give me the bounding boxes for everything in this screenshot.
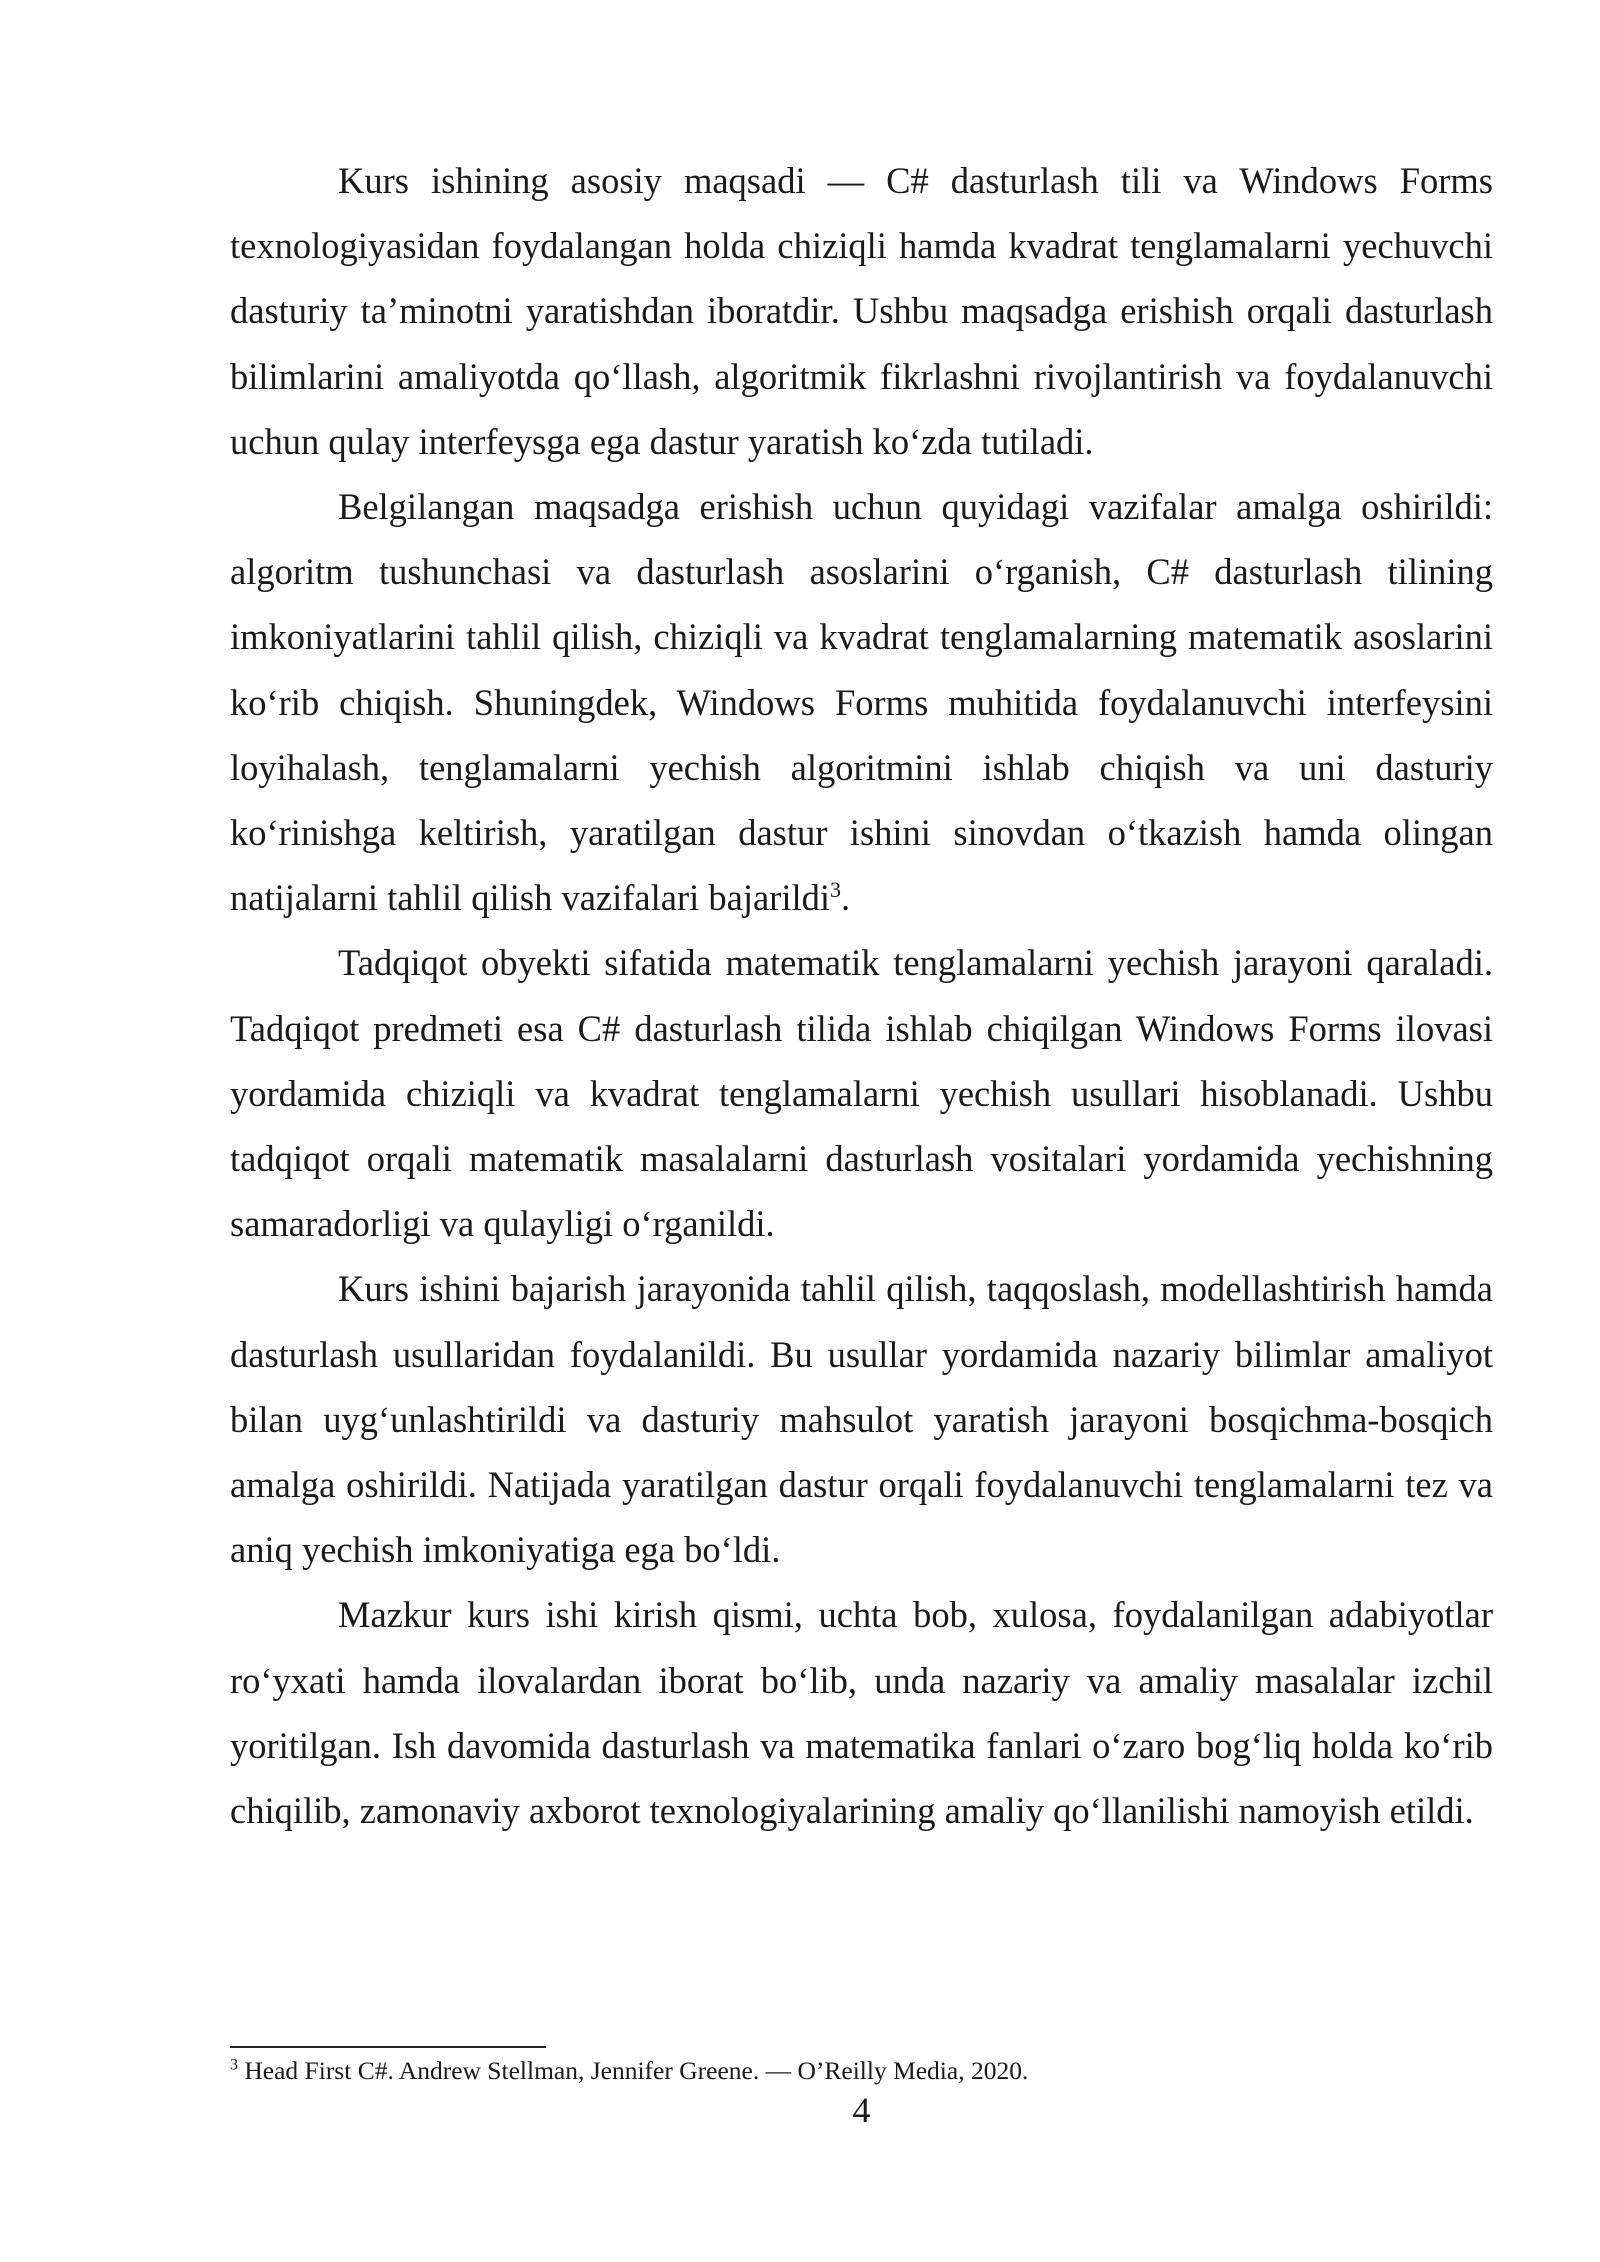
- footnote-separator: [230, 2046, 546, 2048]
- footnote-marker: 3: [230, 2056, 238, 2074]
- paragraph-methods: Kurs ishini bajarish jarayonida tahlil qilish, taqqoslash, modellashtirish hamda dasturlash usullaridan foydalanildi. Bu usullar yordamida nazariy bilimlar amaliyot bilan uyg‘unlashtirildi va dasturiy mahsulot yaratish jarayoni bosqichma-bosqich amalga oshirildi. Natijada yaratilgan dastur orqali foydalanuvchi tenglamalarni tez va aniq yechish imkoniyatiga ega bo‘ldi.: [230, 1268, 1493, 1571]
- paragraph-structure: Mazkur kurs ishi kirish qismi, uchta bob, xulosa, foydalanilgan adabiyotlar ro‘yxati hamda ilovalardan iborat bo‘lib, unda nazariy va amaliy masalalar izchil yoritilgan. Ish davomida dasturlash va matematika fanlari o‘zaro bog‘liq holda ko‘rib chiqilib, zamonaviy axborot texnologiyalarining amaliy qo‘llanilishi namoyish etildi.: [230, 1594, 1493, 1832]
- footnote: [230, 2054, 1493, 2088]
- footnote-text: Head First C#. Andrew Stellman, Jennifer Greene. — O’Reilly Media, 2020.: [238, 2056, 1029, 2085]
- body-text: [230, 148, 1493, 1843]
- paragraph-tasks-end: .: [841, 877, 851, 919]
- paragraph-tasks: [230, 474, 1493, 930]
- footnote-reference: 3: [830, 877, 842, 903]
- paragraph-object-subject: Tadqiqot obyekti sifatida matematik tenglamalarni yechish jarayoni qaraladi. Tadqiqot predmeti esa C# dasturlash tilida ishlab chiqilgan Windows Forms ilovasi yordamida chiziqli va kvadrat tenglamalarni yechish usullari hisoblanadi. Ushbu tadqiqot orqali matematik masalalarni dasturlash vositalari yordamida yechishning samaradorligi va qulayligi o‘rganildi.: [230, 942, 1493, 1245]
- page-number: 4: [852, 2090, 871, 2130]
- paragraph-goal: Kurs ishining asosiy maqsadi — C# dasturlash tili va Windows Forms texnologiyasidan foydalangan holda chiziqli hamda kvadrat tenglamalarni yechuvchi dasturiy ta’minotni yaratishdan iboratdir. Ushbu maqsadga erishish orqali dasturlash bilimlarini amaliyotda qo‘llash, algoritmik fikrlashni rivojlantirish va foydalanuvchi uchun qulay interfeysga ega dastur yaratish ko‘zda tutiladi.: [230, 160, 1493, 462]
- paragraph-tasks-text: Belgilangan maqsadga erishish uchun quyidagi vazifalar amalga oshirildi: algoritm tushunchasi va dasturlash asoslarini o‘rganish, C# dasturlash tilining imkoniyatlarini tahlil qilish, chiziqli va kvadrat tenglamalarning matematik asoslarini ko‘rib chiqish. Shuningdek, Windows Forms muhitida foydalanuvchi interfeysini loyihalash, tenglamalarni yechish algoritmini ishlab chiqish va uni dasturiy ko‘rinishga keltirish, yaratilgan dastur ishini sinovdan o‘tkazish hamda olingan natijalarni tahlil qilish vazifalari bajarildi: [230, 486, 1493, 919]
